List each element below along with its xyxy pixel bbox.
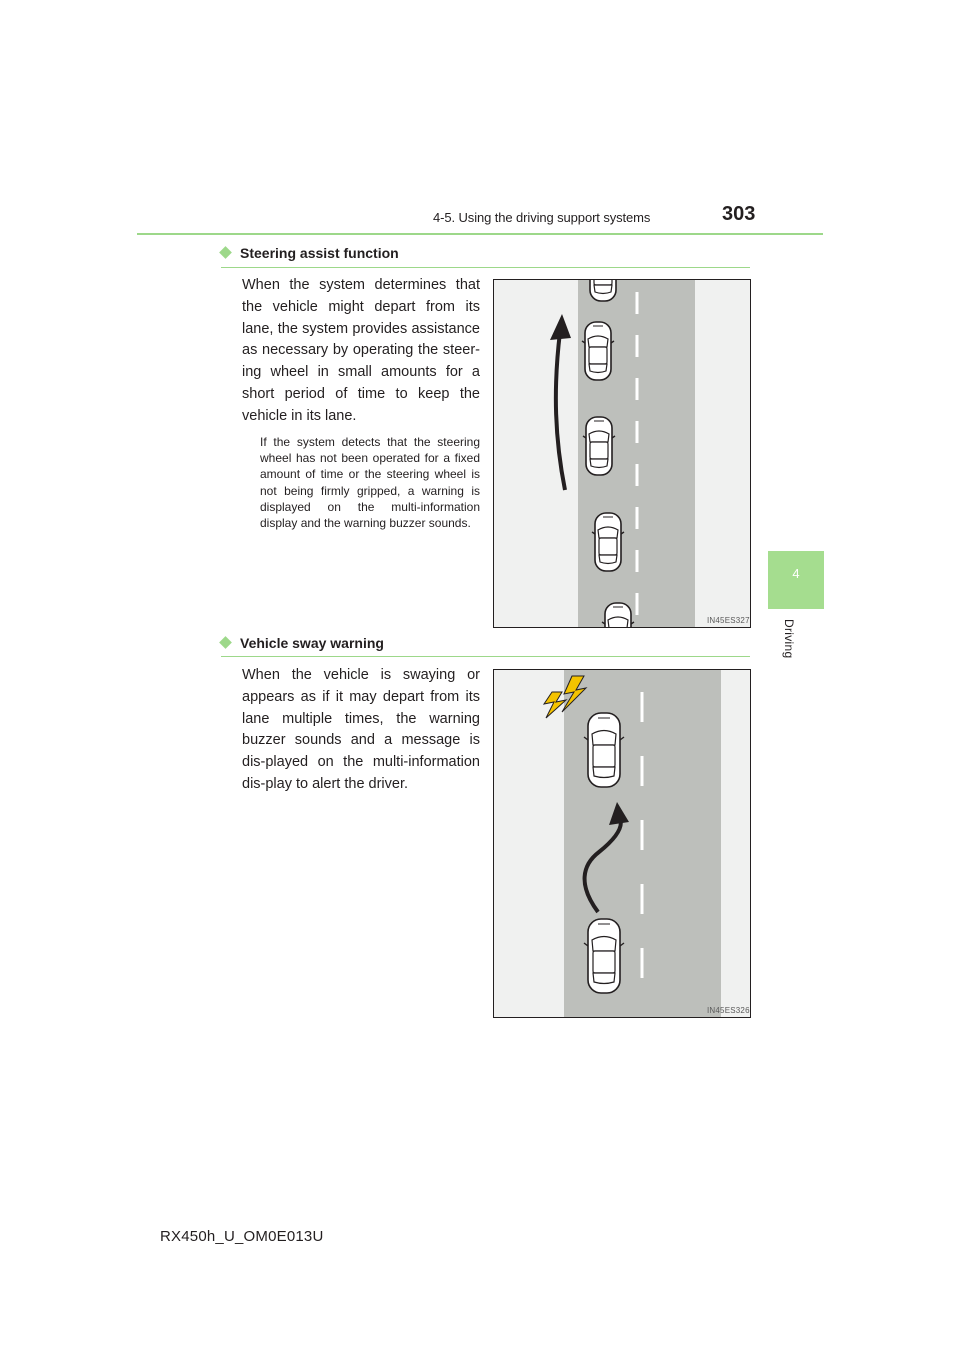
section-divider <box>221 267 750 268</box>
figure-code: IN45ES326 <box>707 1006 750 1015</box>
figure-vehicle-sway <box>493 669 751 1018</box>
header-section-title: 4-5. Using the driving support systems <box>433 210 651 225</box>
page-number: 303 <box>722 203 756 225</box>
section-heading-steering-assist: Steering assist function <box>221 245 399 261</box>
figure-steering-assist <box>493 279 751 628</box>
figure-code: IN45ES327 <box>707 616 750 625</box>
document-code: RX450h_U_OM0E013U <box>160 1228 324 1245</box>
section-heading-vehicle-sway: Vehicle sway warning <box>221 635 384 651</box>
diamond-bullet-icon <box>219 636 232 649</box>
chapter-number: 4 <box>792 566 800 581</box>
chapter-label: Driving <box>782 619 796 659</box>
diamond-bullet-icon <box>219 246 232 259</box>
header-divider <box>137 233 823 235</box>
steering-assist-body: When the system determines that the vehicle might depart from its lane, the system provides assistance as necessary by operating the steer-ing wheel in small amounts for a short period of time to keep the vehicle in its lane. <box>242 277 480 424</box>
steering-assist-note: If the system detects that the steering wheel has not been operated for a fixed amount of time or the steering wheel is not being firmly gripped, a warning is displayed on the multi-information display and the warning buzzer sounds. <box>260 435 480 531</box>
chapter-label-container <box>768 617 824 677</box>
section-divider <box>221 656 750 657</box>
vehicle-sway-body: When the vehicle is swaying or appears as if it may depart from its lane multiple times, the warning buzzer sounds and a message is dis-played on the multi-information dis-play to alert the driver. <box>242 667 480 792</box>
